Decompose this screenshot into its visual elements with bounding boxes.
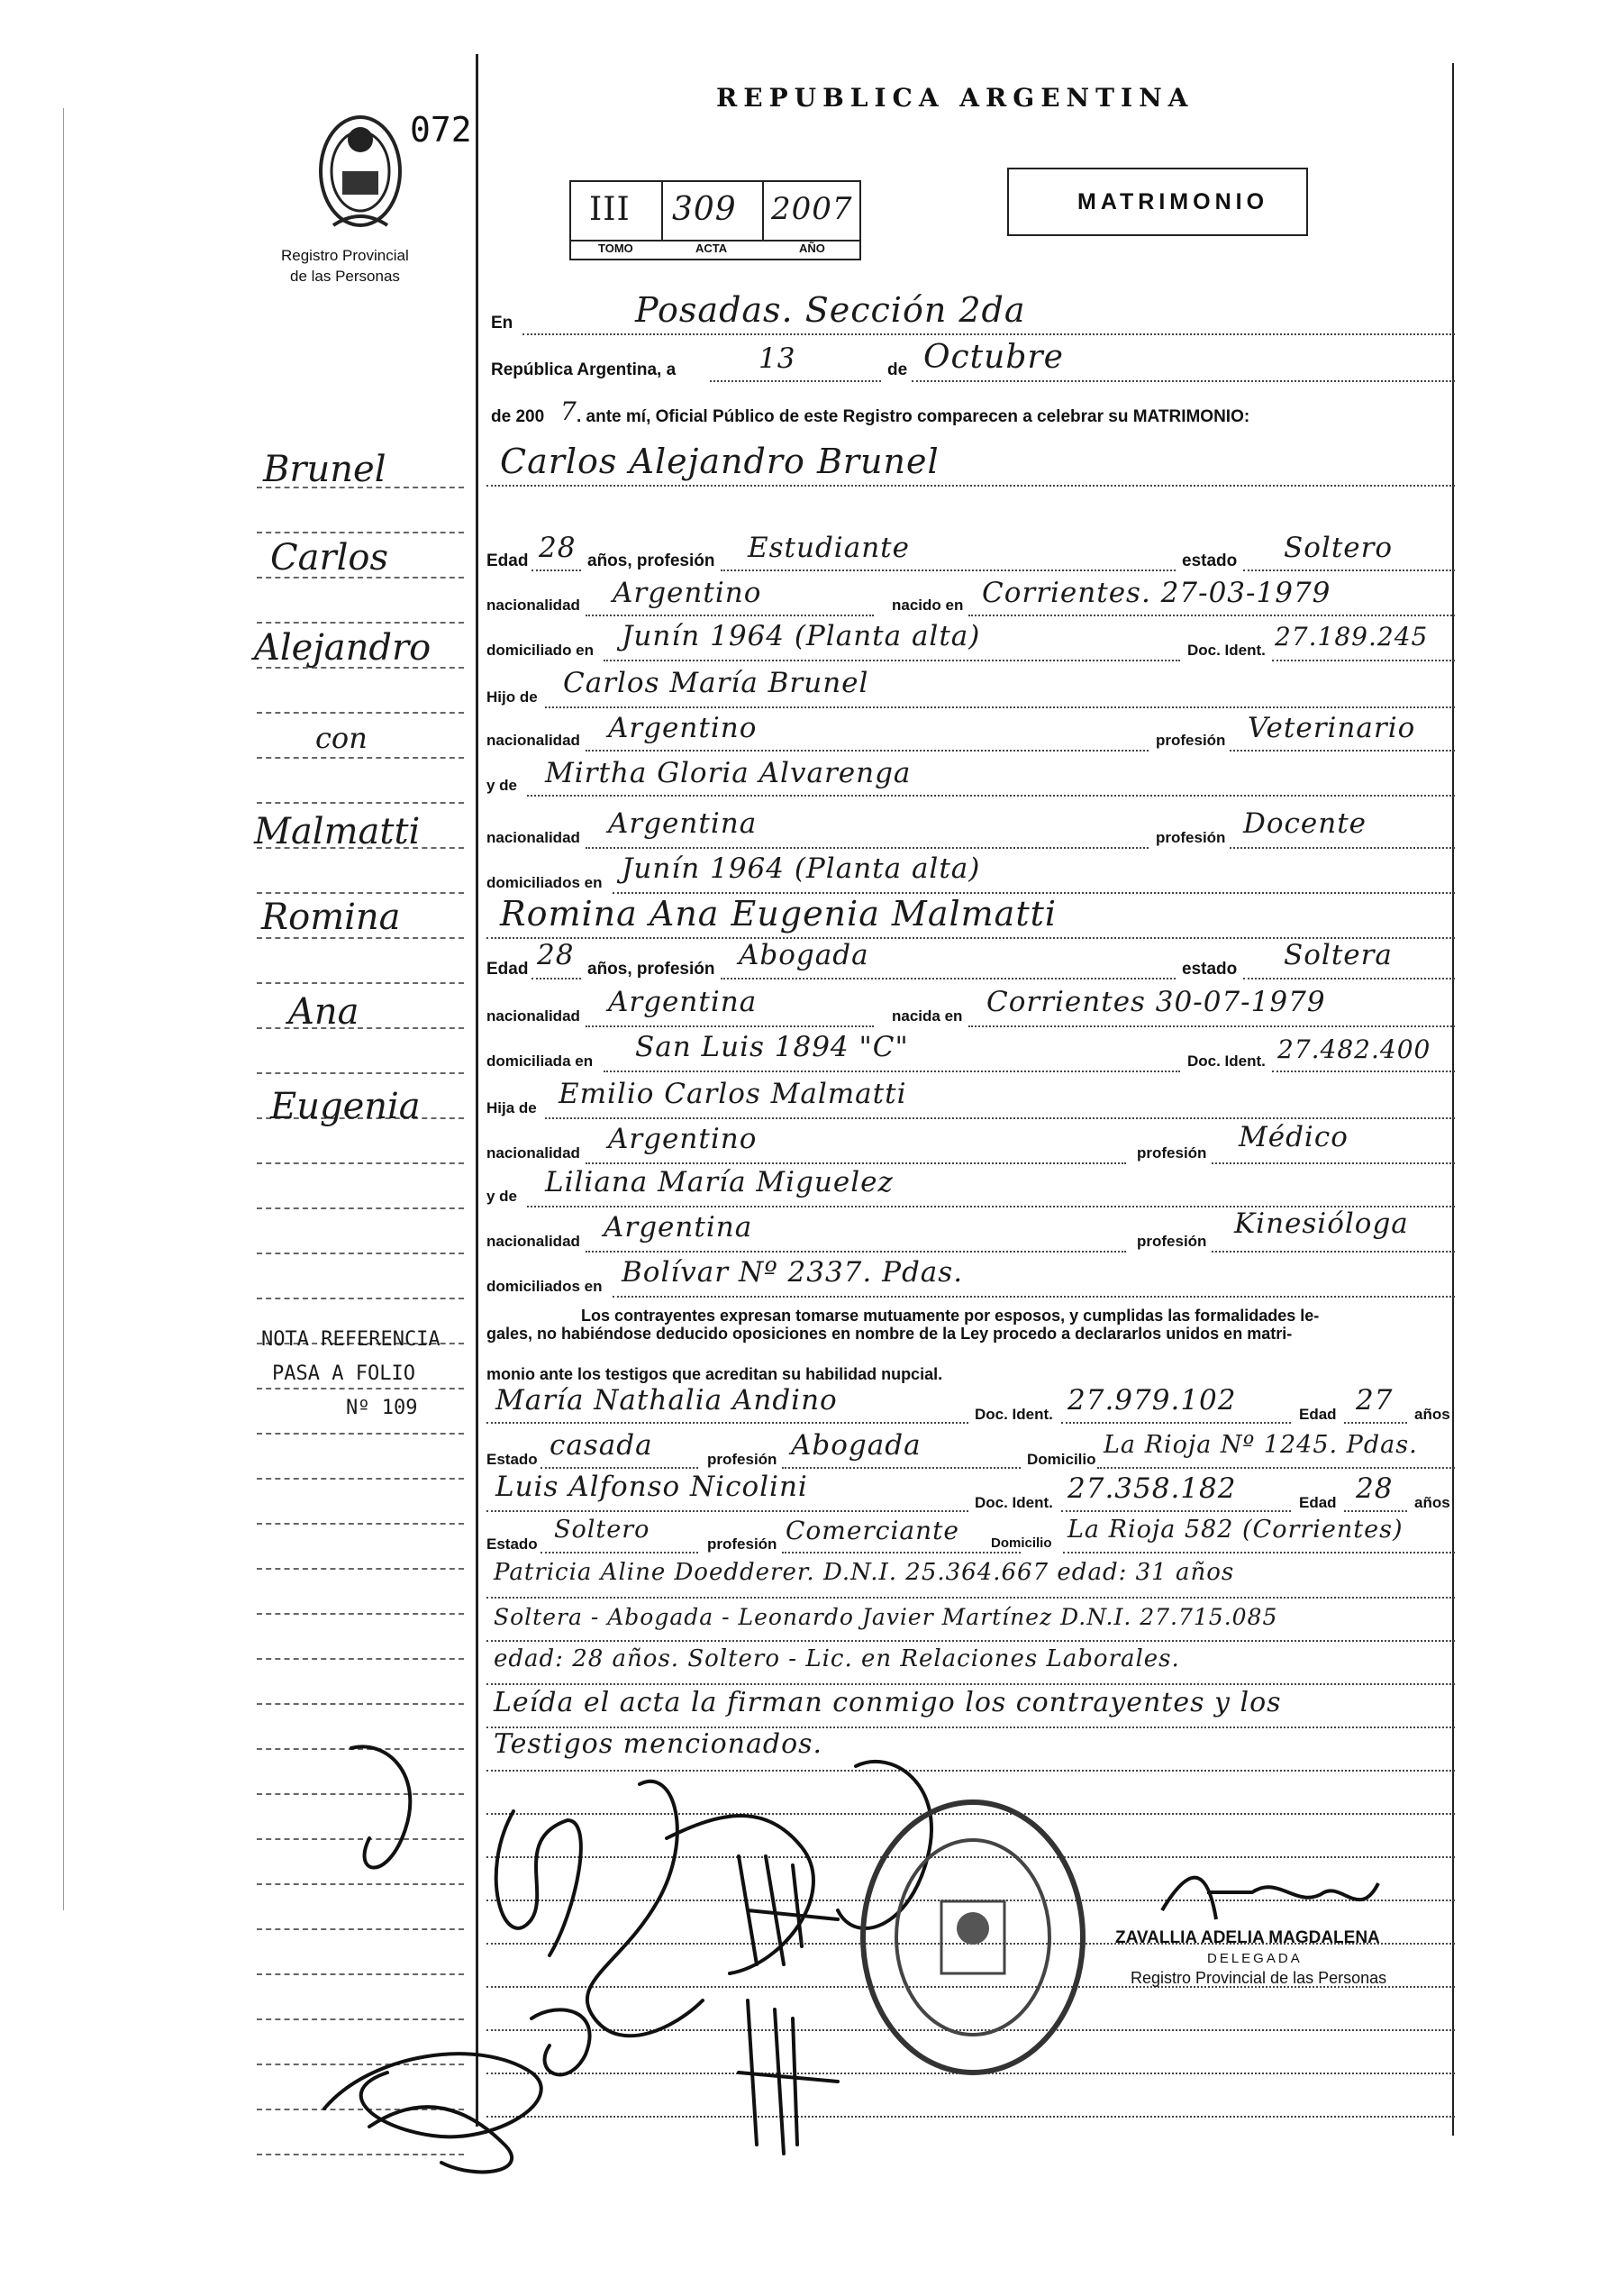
- tomo-label: TOMO: [598, 241, 633, 255]
- officer-signature: [1153, 1856, 1405, 1937]
- margin-rule: [257, 1298, 464, 1299]
- nota-line-2: PASA A FOLIO: [272, 1362, 415, 1385]
- margin-name-bride-1: Romina: [261, 897, 401, 938]
- yde1-label: y de: [486, 777, 518, 794]
- official-stamp: [856, 1793, 1090, 2082]
- officer-registry: Registro Provincial de las Personas: [1131, 1969, 1387, 1987]
- padre1-prof: Veterinario: [1248, 712, 1416, 744]
- witness1-doc: 27.979.102: [1067, 1384, 1237, 1417]
- groom-nacido-label: nacido en: [892, 597, 964, 614]
- bride-edad: 28: [537, 939, 575, 971]
- hijo-label: Hijo de: [486, 688, 538, 706]
- groom-domicilio: Junín 1964 (Planta alta): [622, 620, 981, 652]
- page-number: 072: [410, 110, 472, 150]
- bride-estado-label: estado: [1182, 960, 1238, 979]
- acta-value: 309: [672, 191, 737, 228]
- witness2-edad: 28: [1356, 1472, 1394, 1505]
- margin-rule: [257, 1613, 464, 1615]
- officer-name: ZAVALLIA ADELIA MAGDALENA: [1115, 1928, 1380, 1947]
- witness2-dom: La Rioja 582 (Corrientes): [1067, 1516, 1404, 1544]
- margin-name-groom-2: Alejandro: [254, 627, 432, 669]
- witness1-prof: Abogada: [791, 1429, 922, 1462]
- margin-rule: [257, 1703, 464, 1705]
- madre1-name: Mirtha Gloria Alvarenga: [545, 757, 912, 789]
- groom-nacido: Corrientes. 27-03-1979: [982, 577, 1331, 609]
- padre1-name: Carlos María Brunel: [563, 667, 869, 699]
- groom-edad-label: Edad: [486, 551, 529, 570]
- padres2-dom-label: domiciliados en: [486, 1278, 603, 1295]
- margin-rule: [257, 802, 464, 804]
- witness1-anos: años: [1414, 1406, 1450, 1423]
- margin-rule: [257, 1478, 464, 1480]
- bride-dom-label: domiciliada en: [486, 1052, 594, 1070]
- bride-prof-label: años, profesión: [587, 960, 715, 979]
- registry-name-2: de las Personas: [290, 268, 400, 285]
- margin-rule: [257, 1523, 464, 1525]
- margin-surname-bride: Malmatti: [254, 811, 421, 852]
- padre2-prof: Médico: [1239, 1121, 1349, 1153]
- mes-value: Octubre: [923, 339, 1064, 376]
- margin-rule: [257, 982, 464, 984]
- madre1-nac: Argentina: [608, 807, 758, 840]
- margin-rule: [257, 1207, 464, 1209]
- witness1-edad: 27: [1356, 1384, 1394, 1417]
- yde2-label: y de: [486, 1188, 518, 1205]
- margin-rule: [257, 532, 464, 533]
- witness2-anos: años: [1414, 1494, 1450, 1511]
- margin-rule: [257, 1433, 464, 1435]
- margin-rule: [257, 1658, 464, 1660]
- padre2-nac-label: nacionalidad: [486, 1144, 580, 1162]
- extra-line-5: Testigos mencionados.: [494, 1728, 823, 1760]
- bride-nacionalidad: Argentina: [608, 986, 758, 1018]
- margin-rule: [257, 757, 464, 759]
- groom-prof: Estudiante: [748, 532, 910, 564]
- padre1-nac-label: nacionalidad: [486, 732, 580, 749]
- groom-name: Carlos Alejandro Brunel: [500, 442, 940, 481]
- en-label: En: [491, 314, 513, 333]
- witness2-prof: Comerciante: [786, 1516, 959, 1545]
- groom-nac-label: nacionalidad: [486, 597, 580, 614]
- bride-edad-label: Edad: [486, 960, 529, 979]
- witness1-dom: La Rioja Nº 1245. Pdas.: [1104, 1431, 1418, 1459]
- bride-doc-label: Doc. Ident.: [1187, 1052, 1266, 1070]
- margin-rule: [257, 1388, 464, 1389]
- witness2-estado: Soltero: [554, 1516, 650, 1544]
- padre1-nac: Argentino: [608, 712, 758, 744]
- margin-name-bride-2: Ana: [288, 991, 359, 1033]
- witness2-doc: 27.358.182: [1067, 1472, 1237, 1505]
- left-edge-line: [63, 108, 64, 1910]
- groom-nacionalidad: Argentino: [613, 577, 762, 609]
- witness1-name: María Nathalia Andino: [495, 1384, 838, 1417]
- groom-estado: Soltero: [1284, 532, 1394, 564]
- margin-name-groom-1: Carlos: [270, 537, 388, 579]
- padre2-prof-label: profesión: [1137, 1144, 1207, 1162]
- right-border: [1452, 63, 1454, 2136]
- witness1-edad-label: Edad: [1299, 1406, 1337, 1423]
- padres1-dom-label: domiciliados en: [486, 874, 603, 891]
- bride-prof: Abogada: [739, 939, 869, 971]
- madre1-prof-label: profesión: [1156, 829, 1226, 846]
- padre2-nac: Argentino: [608, 1123, 758, 1155]
- formula-line-1: Los contrayentes expresan tomarse mutuamente por esposos, y cumplidas las formalidades le-: [581, 1307, 1320, 1325]
- madre2-nac-label: nacionalidad: [486, 1233, 580, 1250]
- margin-rule: [257, 1072, 464, 1074]
- margin-rule: [257, 712, 464, 714]
- registry-name-1: Registro Provincial: [281, 247, 409, 264]
- madre2-nac: Argentina: [604, 1211, 753, 1244]
- madre1-nac-label: nacionalidad: [486, 829, 580, 846]
- madre2-prof-label: profesión: [1137, 1233, 1207, 1250]
- tomo-value: III: [589, 191, 631, 228]
- bride-estado: Soltera: [1284, 939, 1393, 971]
- margin-rule: [257, 892, 464, 894]
- bride-nacida-label: nacida en: [892, 1007, 963, 1025]
- margin-con: con: [315, 721, 368, 755]
- witness2-edad-label: Edad: [1299, 1494, 1337, 1511]
- bride-nacida: Corrientes 30-07-1979: [986, 986, 1326, 1018]
- groom-edad: 28: [539, 532, 577, 564]
- witness2-doc-label: Doc. Ident.: [975, 1494, 1053, 1511]
- coat-of-arms-seal: [297, 90, 423, 234]
- rep-label: República Argentina, a: [491, 360, 677, 379]
- anio-label: AÑO: [799, 241, 825, 255]
- groom-doc-label: Doc. Ident.: [1187, 642, 1266, 659]
- padres2-dom: Bolívar Nº 2337. Pdas.: [622, 1256, 964, 1289]
- margin-rule: [257, 1253, 464, 1254]
- groom-estado-label: estado: [1182, 551, 1238, 570]
- nota-line-1: NOTA REFERENCIA: [261, 1328, 441, 1351]
- padres1-dom: Junín 1964 (Planta alta): [622, 852, 981, 885]
- margin-surname-groom: Brunel: [263, 449, 386, 490]
- dia-value: 13: [759, 342, 796, 375]
- witness1-dom-label: Domicilio: [1027, 1451, 1096, 1468]
- witness1-estado: casada: [550, 1429, 653, 1462]
- groom-prof-label: años, profesión: [587, 551, 715, 570]
- anio-value: 2007: [771, 191, 853, 227]
- page-title: REPUBLICA ARGENTINA: [716, 83, 1195, 113]
- madre1-prof: Docente: [1243, 807, 1367, 840]
- witness2-estado-label: Estado: [486, 1535, 538, 1553]
- formula-line-2: gales, no habiéndose deducido oposiciones en nombre de la Ley procedo a declararlos unidos en matri-: [486, 1325, 1293, 1343]
- anio-digit: 7: [560, 396, 577, 426]
- witness1-estado-label: Estado: [486, 1451, 538, 1468]
- bride-doc: 27.482.400: [1277, 1034, 1431, 1064]
- margin-rule: [257, 622, 464, 624]
- witness2-dom-label: Domicilio: [991, 1535, 1052, 1551]
- de-year-label: de 200: [491, 407, 545, 426]
- formula-line-3: monio ante los testigos que acreditan su habilidad nupcial.: [486, 1365, 943, 1383]
- reference-box: [569, 180, 861, 260]
- hija-label: Hija de: [486, 1099, 537, 1116]
- witness2-prof-label: profesión: [707, 1535, 777, 1553]
- padre2-name: Emilio Carlos Malmatti: [559, 1078, 907, 1110]
- margin-rule: [257, 1162, 464, 1164]
- extra-line-1: Patricia Aline Doedderer. D.N.I. 25.364.667 edad: 31 años: [494, 1559, 1235, 1586]
- lugar-value: Posadas. Sección 2da: [635, 290, 1026, 330]
- officer-title: DELEGADA: [1207, 1951, 1303, 1966]
- groom-dom-label: domiciliado en: [486, 642, 595, 659]
- bride-domicilio: San Luis 1894 "C": [635, 1031, 909, 1063]
- intro-text: . ante mí, Oficial Público de este Registro comparecen a celebrar su MATRIMONIO:: [577, 407, 1250, 426]
- groom-doc: 27.189.245: [1275, 622, 1429, 651]
- extra-line-4: Leída el acta la firman conmigo los contrayentes y los: [494, 1687, 1282, 1718]
- padre1-prof-label: profesión: [1156, 732, 1226, 749]
- acta-label: ACTA: [695, 241, 728, 255]
- bride-name: Romina Ana Eugenia Malmatti: [500, 894, 1058, 934]
- nota-line-3: Nº 109: [346, 1397, 418, 1419]
- extra-line-3: edad: 28 años. Soltero - Lic. en Relaciones Laborales.: [494, 1645, 1180, 1672]
- madre2-prof: Kinesióloga: [1234, 1207, 1409, 1240]
- doc-type: MATRIMONIO: [1077, 189, 1269, 214]
- witness2-name: Luis Alfonso Nicolini: [495, 1471, 808, 1503]
- madre2-name: Liliana María Miguelez: [545, 1166, 894, 1198]
- witness1-prof-label: profesión: [707, 1451, 777, 1468]
- de-label: de: [887, 360, 908, 379]
- margin-name-bride-3: Eugenia: [270, 1086, 421, 1127]
- witness1-doc-label: Doc. Ident.: [975, 1406, 1053, 1423]
- extra-line-2: Soltera - Abogada - Leonardo Javier Martínez D.N.I. 27.715.085: [494, 1604, 1278, 1630]
- margin-rule: [257, 1568, 464, 1570]
- bride-nac-label: nacionalidad: [486, 1007, 580, 1025]
